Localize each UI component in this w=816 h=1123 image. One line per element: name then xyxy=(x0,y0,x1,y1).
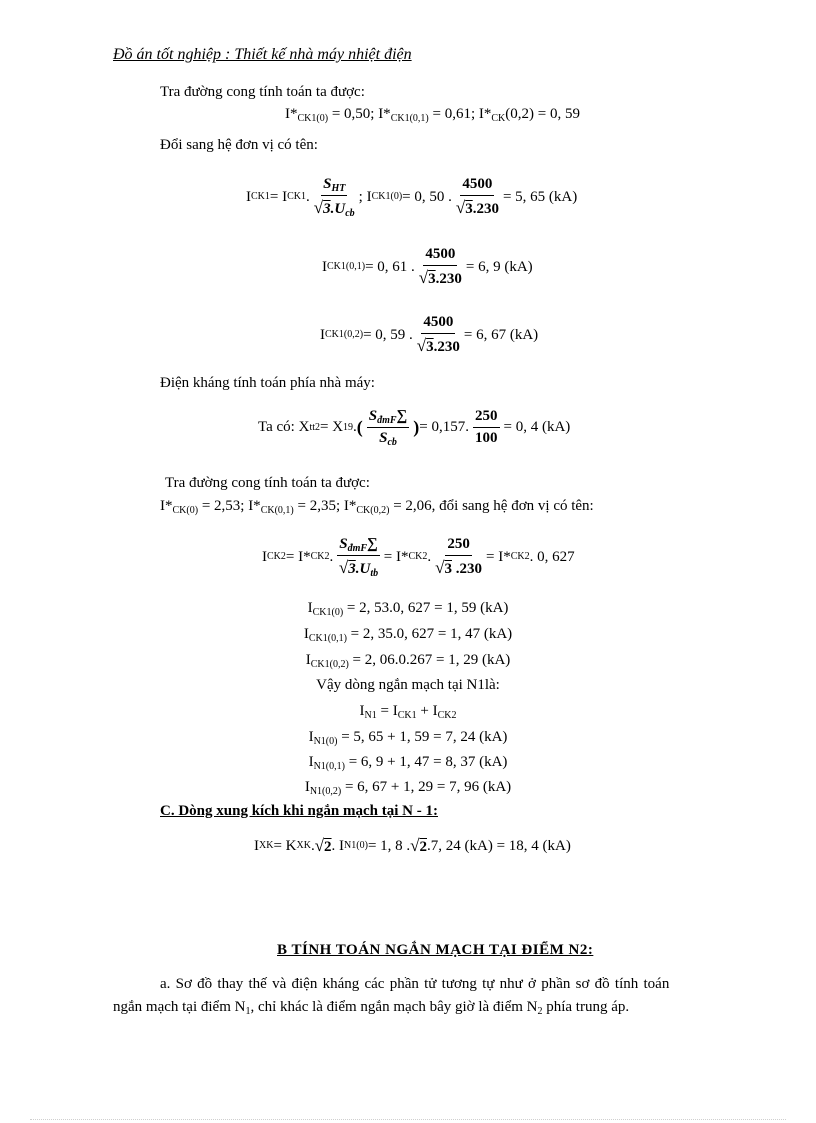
equation-ixk: I XK = K XK . √2 . I N1(0) = 1, 8 . √2 .7, 24 (kA) = 18, 4 (kA) xyxy=(254,836,571,855)
paragraph-n1-current: Vậy dòng ngắn mạch tại N1là: xyxy=(316,677,500,693)
equation-in1-0: $I_{N1(0)} = 5$, 65 + 1, 59 = 7, 24 (kA) xyxy=(308,729,508,747)
page-header: Đồ án tốt nghiệp : Thiết kế nhà máy nhiệt điện xyxy=(113,46,412,63)
equation-ick1-0-result: $I_{CK1(0)} = 2$, 53.0, 627 = 1, 59 (kA) xyxy=(307,600,509,618)
fraction-250-100: $\frac{250}{100}$ xyxy=(475,408,498,446)
fraction-4500: $\frac{4500}{√3.230}$ xyxy=(416,314,460,355)
paragraph-reactance: Điện kháng tính toán phía nhà máy: xyxy=(160,375,375,391)
page-bottom-divider xyxy=(30,1119,786,1120)
fraction-sdmf-utb: $\frac{S_{đmF}\sum}{√3.U_{tb}}$ xyxy=(338,536,379,579)
equation-ick1-02-result: $I_{CK1(0,2)} = 2$, 06.0.267 = 1, 29 (kA) xyxy=(305,652,511,670)
paragraph-lookup: Tra đường cong tính toán ta được: xyxy=(165,475,370,491)
equation-ick1: I CK1 = I CK1 . $\frac{S_{HT}}{√3.U_{cb}}$ ; I CK1(0) = 0, 50 . $\frac{4500}{√3.230}$ = 5, 65 (kA) xyxy=(246,176,578,219)
paragraph-a-line2: ngắn mạch tại điểm $N_1$, chỉ khác là điểm ngắn mạch bây giờ là điểm $N_2$ phía trung áp. xyxy=(113,999,630,1017)
equation-xtt2: Ta có: X tt2 = X 19 . ( $\frac{S_{đmF}\sum}{S_{cb}}$ ) = 0,157. $\frac{250}{100}$ = 0, 4 (kA) xyxy=(258,408,571,448)
section-c-heading: C. Dòng xung kích khi ngắn mạch tại N - 1: xyxy=(160,803,438,819)
equation-ick2: I CK2 = I* CK2 . $\frac{S_{đmF}\sum}{√3.U_{tb}}$ = I* CK2 . $\frac{250}{√3 .230}$ = I* CK2 . 0, 627 xyxy=(262,536,575,579)
equation-in1: $I_{N1} = I_{CK1} + I_{CK2}$ xyxy=(359,703,457,721)
fraction-4500: $\frac{4500}{√3.230}$ xyxy=(455,176,499,217)
paragraph-ck2-values: $I*_{CK(0)} = 2,53$; $I*_{CK(0,1)} = 2,35$; $I*_{CK(0,2)} = 2,06$, đổi sang hệ đơn vị có tên: xyxy=(160,498,594,516)
equation-ick1-01: I CK1(0,1) = 0, 61 . $\frac{4500}{√3.230}$ = 6, 9 (kA) xyxy=(322,246,533,287)
equation-in1-02: $I_{N1(0,2)} = 6$, 67 + 1, 29 = 7, 96 (kA) xyxy=(304,779,512,797)
equation-ick1-02: I CK1(0,2) = 0, 59 . $\frac{4500}{√3.230}$ = 6, 67 (kA) xyxy=(320,314,539,355)
fraction-250: $\frac{250}{√3 .230}$ xyxy=(435,536,482,577)
fraction-sdmf-scb: $\frac{S_{đmF}\sum}{S_{cb}}$ xyxy=(368,408,408,448)
equation-ck-values: $I*_{CK1(0)} = 0,50$; $I*_{CK1(0,1)} = 0,61$; $I*_{CK}(0,2) = 0$, 59 xyxy=(285,106,580,124)
equation-in1-01: $I_{N1(0,1)} = 6$, 9 + 1, 47 = 8, 37 (kA) xyxy=(308,754,508,772)
paragraph-intro: Tra đường cong tính toán ta được: xyxy=(160,84,365,100)
fraction-sht-ucb: $\frac{S_{HT}}{√3.U_{cb}}$ xyxy=(313,176,355,219)
equation-ick1-01-result: $I_{CK1(0,1)} = 2$, 35.0, 627 = 1, 47 (kA) xyxy=(303,626,513,644)
paragraph-a-line1: a. Sơ đồ thay thế và điện kháng các phần tử tương tự như ở phần sơ đồ tính toán xyxy=(160,976,670,992)
section-b-heading: B TÍNH TOÁN NGẮN MẠCH TẠI ĐIỂM N2: xyxy=(277,942,594,958)
fraction-4500: $\frac{4500}{√3.230}$ xyxy=(418,246,462,287)
paragraph-convert: Đổi sang hệ đơn vị có tên: xyxy=(160,137,318,153)
